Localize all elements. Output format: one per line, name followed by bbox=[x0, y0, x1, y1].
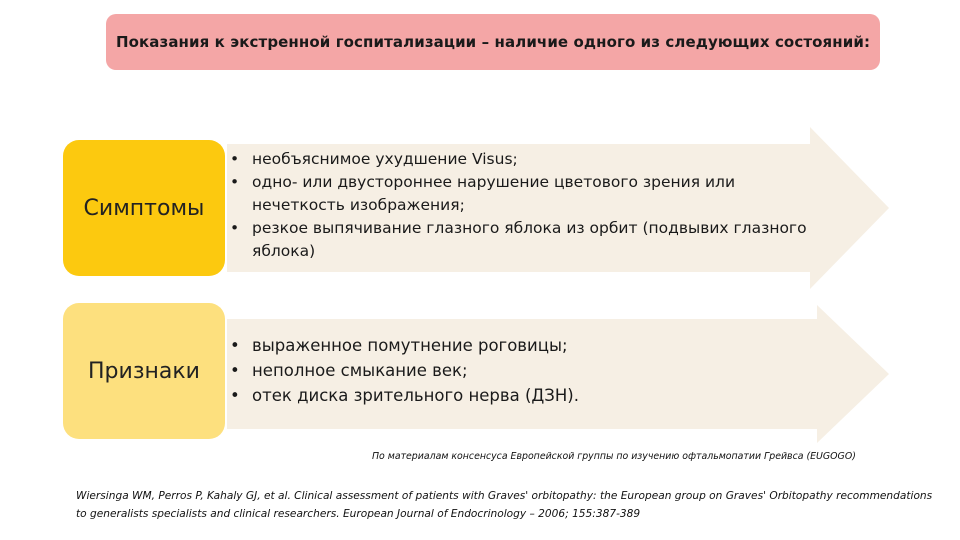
signs-label: Признаки bbox=[88, 358, 200, 384]
bullet-dot: • bbox=[230, 386, 240, 405]
bullet-dot: • bbox=[230, 173, 240, 191]
source-note: По материалам консенсуса Европейской группы по изучению офтальмопатии Грейвса (EUGOGO) bbox=[372, 451, 856, 462]
bullet-dot: • bbox=[230, 336, 240, 355]
list-item: • одно- или двустороннее нарушение цветового зрения или нечеткость изображения; bbox=[230, 173, 736, 214]
list-item: • неполное смыкание век; bbox=[230, 358, 810, 383]
list-item: • отек диска зрительного нерва (ДЗН). bbox=[230, 383, 810, 408]
list-item: • резкое выпячивание глазного яблока из орбит (подвывих глазного яблока) bbox=[230, 219, 807, 260]
bullet-dot: • bbox=[230, 219, 240, 237]
bullet-dot: • bbox=[230, 361, 240, 380]
title-banner bbox=[106, 14, 880, 70]
bullet-dot: • bbox=[230, 150, 240, 168]
symptoms-label-box bbox=[63, 140, 225, 276]
signs-list bbox=[230, 333, 810, 408]
list-item: • необъяснимое ухудшение Visus; bbox=[230, 148, 810, 171]
list-item: • выраженное помутнение роговицы; bbox=[230, 333, 810, 358]
signs-label-box bbox=[63, 303, 225, 439]
symptoms-label: Симптомы bbox=[83, 195, 205, 221]
page-title: Показания к экстренной госпитализации – наличие одного из следующих состояний: bbox=[115, 33, 871, 51]
symptoms-list bbox=[230, 148, 810, 263]
reference-citation: Wiersinga WM, Perros P, Kahaly GJ, et al. Clinical assessment of patients with Graves' orbitopathy: the European group on Graves' Orbitopathy recommendations to generalists specialists and clinical researchers. European Journal of Endocrinology – 2006; 155:387-389 bbox=[76, 490, 933, 520]
